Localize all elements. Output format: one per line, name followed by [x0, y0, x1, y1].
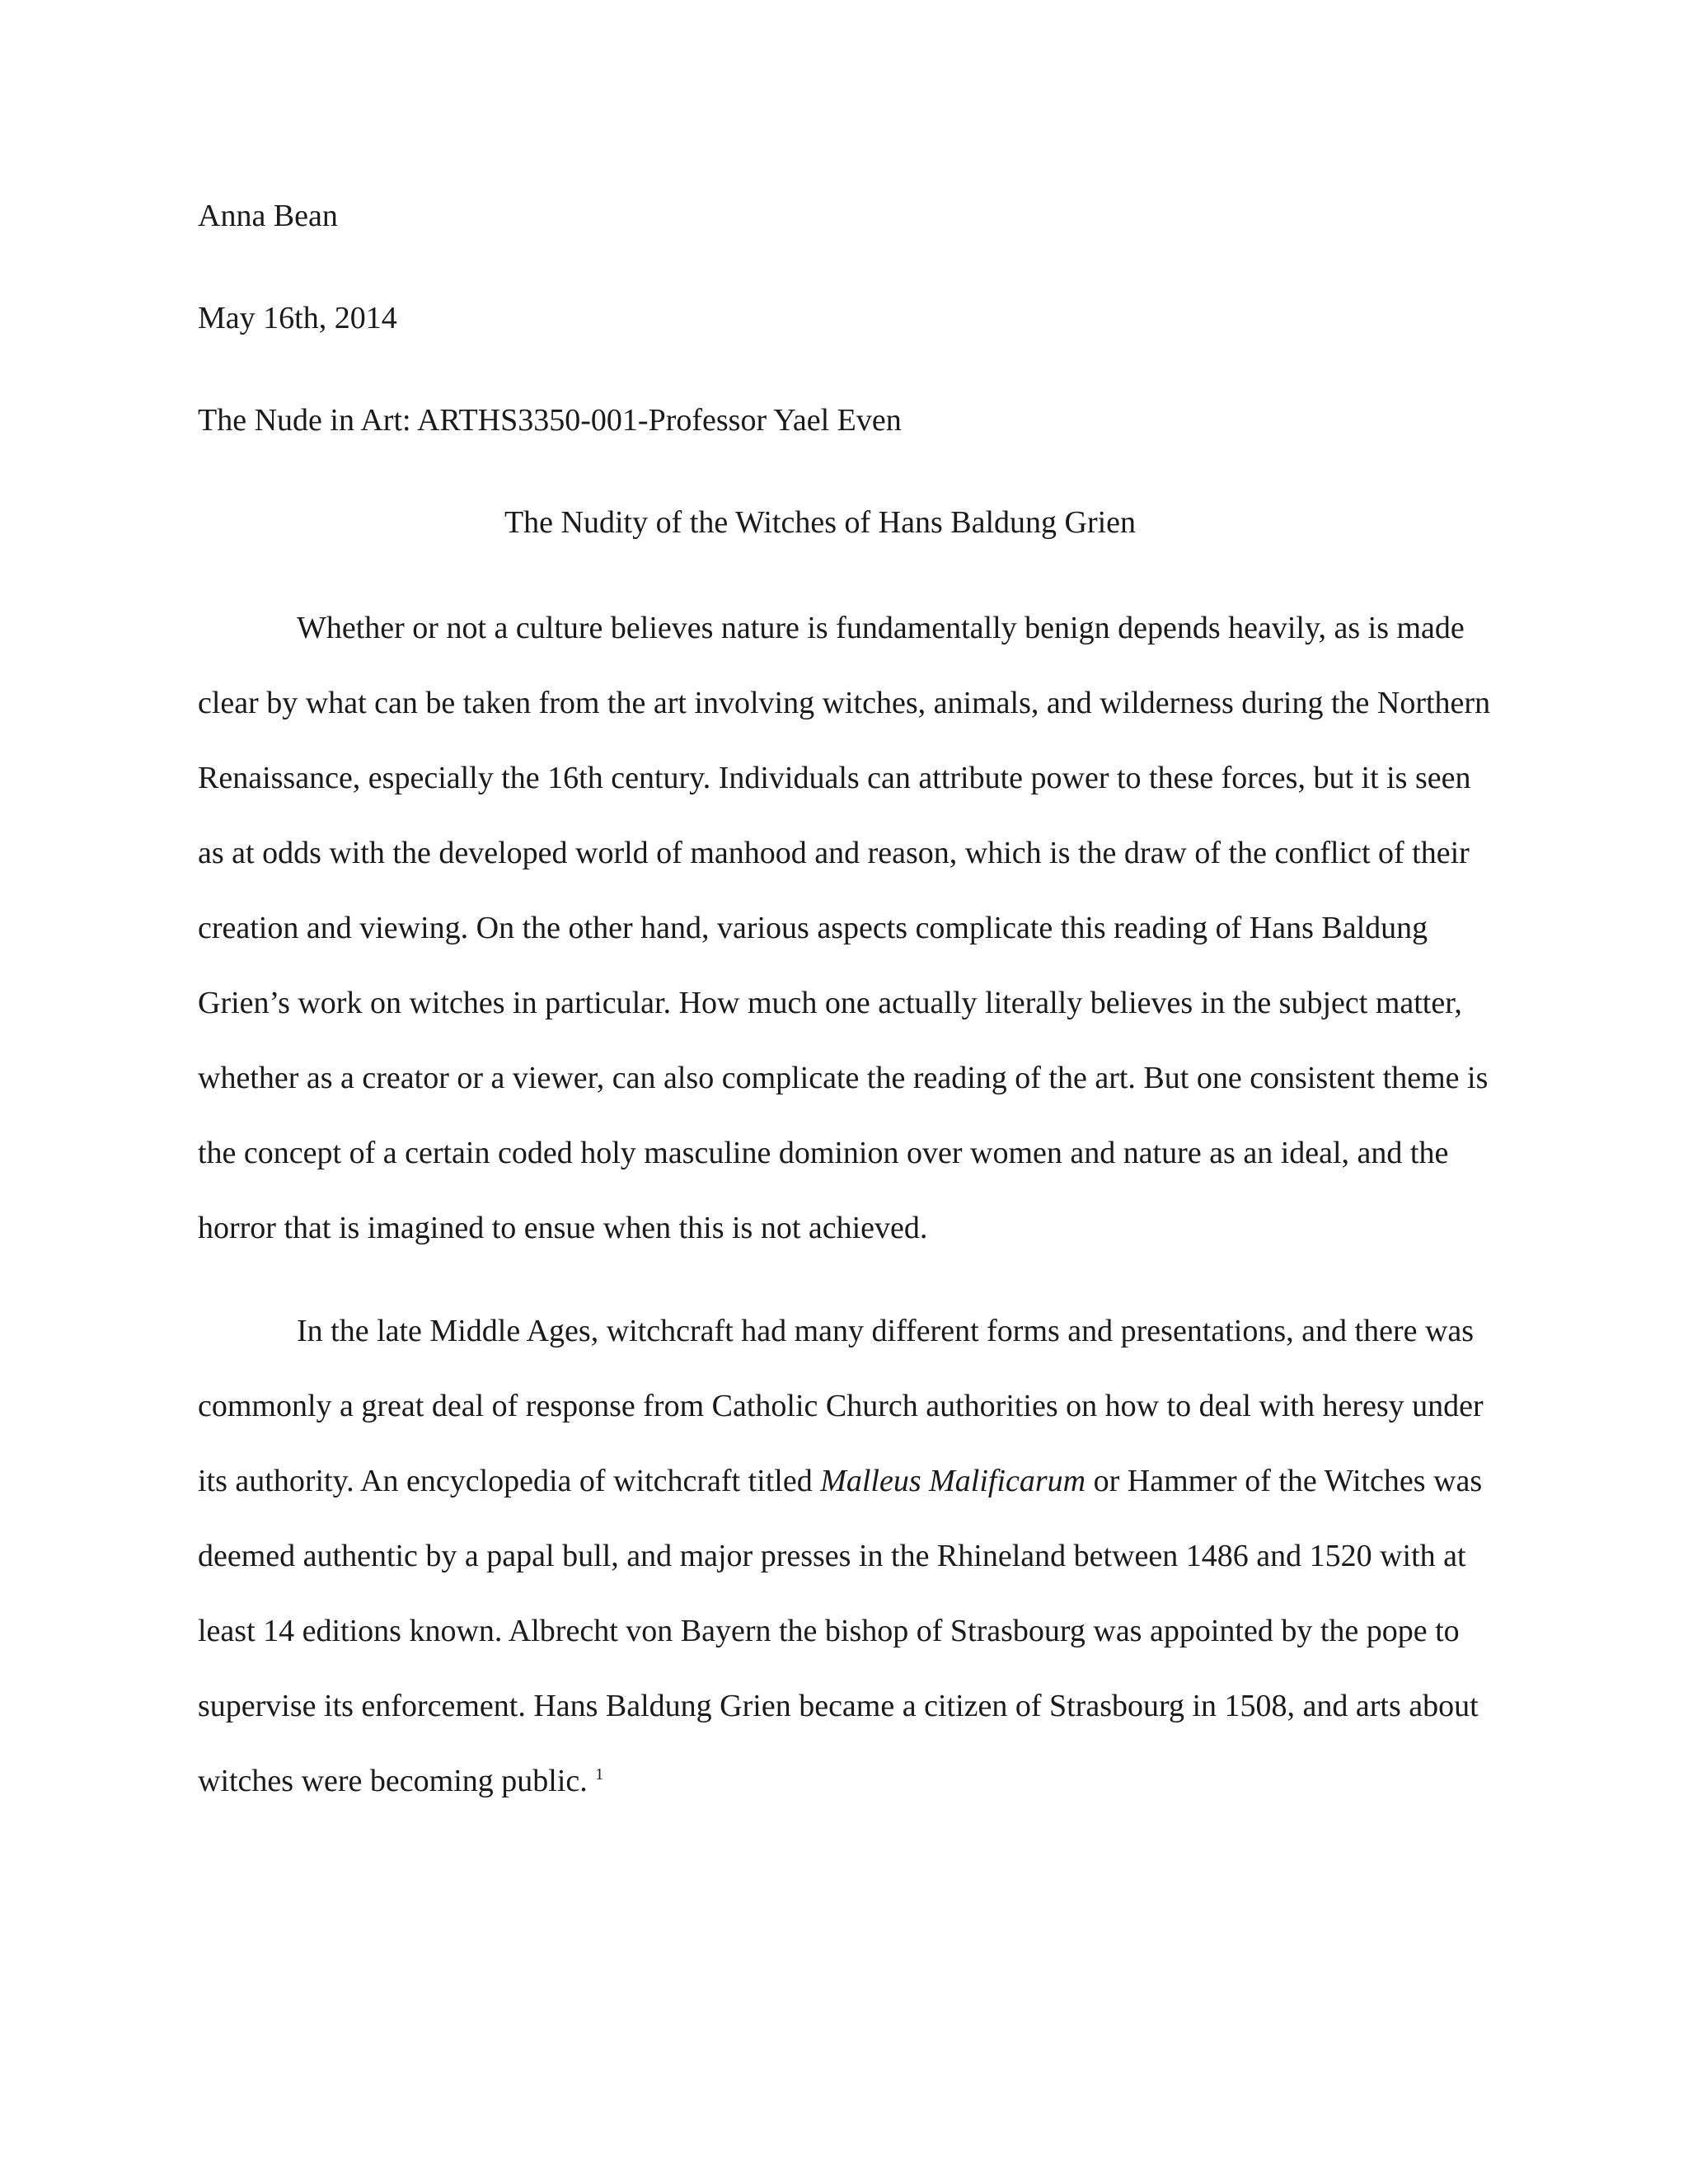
paper-body — [198, 591, 1492, 1819]
course-line: The Nude in Art: ARTHS3350-001-Professor Yael Even — [198, 403, 902, 438]
paragraph-2 — [198, 1294, 1492, 1819]
footnote-reference[interactable]: 1 — [595, 1765, 604, 1783]
paragraph-2-text-after: or Hammer of the Witches was deemed authentic by a papal bull, and major presses in the Rhineland between 1486 and 1520 with at least 14 editions known. Albrecht von Bayern the bishop of Strasbourg was appointed by the pope to supervise its enforcement. Hans Baldung Grien became a citizen of Strasbourg in 1508, and arts about witches were becoming public. — [198, 1464, 1483, 1798]
document-date: May 16th, 2014 — [198, 301, 397, 335]
book-title-italic: Malleus Malificarum — [820, 1464, 1086, 1498]
paragraph-2-text-before: In the late Middle Ages, witchcraft had many different forms and presentations, and there was commonly a great deal of response from Catholic Church authorities on how to deal with heresy under its authority. An encyclopedia of witchcraft titled — [198, 1314, 1484, 1498]
author-name: Anna Bean — [198, 199, 338, 233]
paper-title: The Nudity of the Witches of Hans Baldung Grien — [504, 505, 1137, 540]
paragraph-1: Whether or not a culture believes nature is fundamentally benign depends heavily, as is made clear by what can be taken from the art involving witches, animals, and wilderness during the Northern Renaissance, especially the 16th century. Individuals can attribute power to these forces, but it is seen as at odds with the developed world of manhood and reason, which is the draw of the conflict of their creation and viewing. On the other hand, various aspects complicate this reading of Hans Baldung Grien’s work on witches in particular. How much one actually literally believes in the subject matter, whether as a creator or a viewer, can also complicate the reading of the art. But one consistent theme is the concept of a certain coded holy masculine dominion over women and nature as an ideal, and the horror that is imagined to ensue when this is not achieved. — [198, 611, 1491, 1245]
